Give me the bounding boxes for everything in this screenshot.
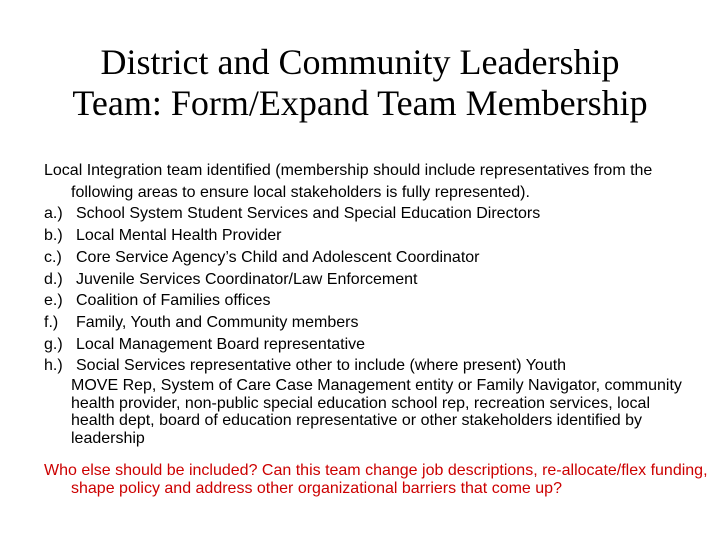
list-marker: g.) — [44, 335, 63, 353]
title-line-1: District and Community Leadership — [100, 42, 620, 82]
list-marker: c.) — [44, 248, 62, 266]
list-item-text: Local Mental Health Provider — [76, 227, 282, 245]
list-item-c — [44, 247, 684, 269]
title-line-2: Team: Form/Expand Team Membership — [72, 83, 648, 123]
list-marker: b.) — [44, 227, 63, 245]
list-item-h — [44, 355, 684, 447]
list-marker: a.) — [44, 205, 63, 223]
list-item-f — [44, 312, 684, 334]
list-item-e — [44, 290, 684, 312]
list-item-text: Family, Youth and Community members — [76, 313, 359, 331]
slide-title — [30, 42, 690, 124]
list-item-a — [44, 203, 684, 225]
intro-paragraph: Local Integration team identified (membership should include representatives from the following areas to ensure local stakeholders is fully represented). — [44, 162, 653, 201]
discussion-question: Who else should be included? Can this team change job descriptions, re-allocate/flex funding, shape policy and address other organizational barriers that come up? — [44, 462, 708, 497]
membership-list — [44, 160, 684, 447]
list-item-text: Local Management Board representative — [76, 335, 366, 353]
list-item-text: School System Student Services and Special Education Directors — [76, 205, 541, 223]
list-marker: e.) — [44, 292, 63, 310]
list-item-g — [44, 334, 684, 356]
list-marker: f.) — [44, 313, 59, 331]
list-item-d — [44, 269, 684, 291]
list-item-text: Core Service Agency’s Child and Adolescent Coordinator — [76, 248, 480, 266]
list-marker: d.) — [44, 270, 63, 288]
list-marker: h.) — [44, 357, 63, 375]
list-item-text: Coalition of Families offices — [76, 292, 271, 310]
list-item-text-continued: MOVE Rep, System of Care Case Management entity or Family Navigator, community health provider, non-public special education school rep, recreation services, local health dept, board of education representative or other stakeholders identified by leadership — [71, 377, 682, 447]
list-item-text-first-line: Social Services representative other to include (where present) Youth — [76, 357, 567, 375]
list-item-b — [44, 225, 684, 247]
list-item-text: Juvenile Services Coordinator/Law Enforcement — [76, 270, 418, 288]
